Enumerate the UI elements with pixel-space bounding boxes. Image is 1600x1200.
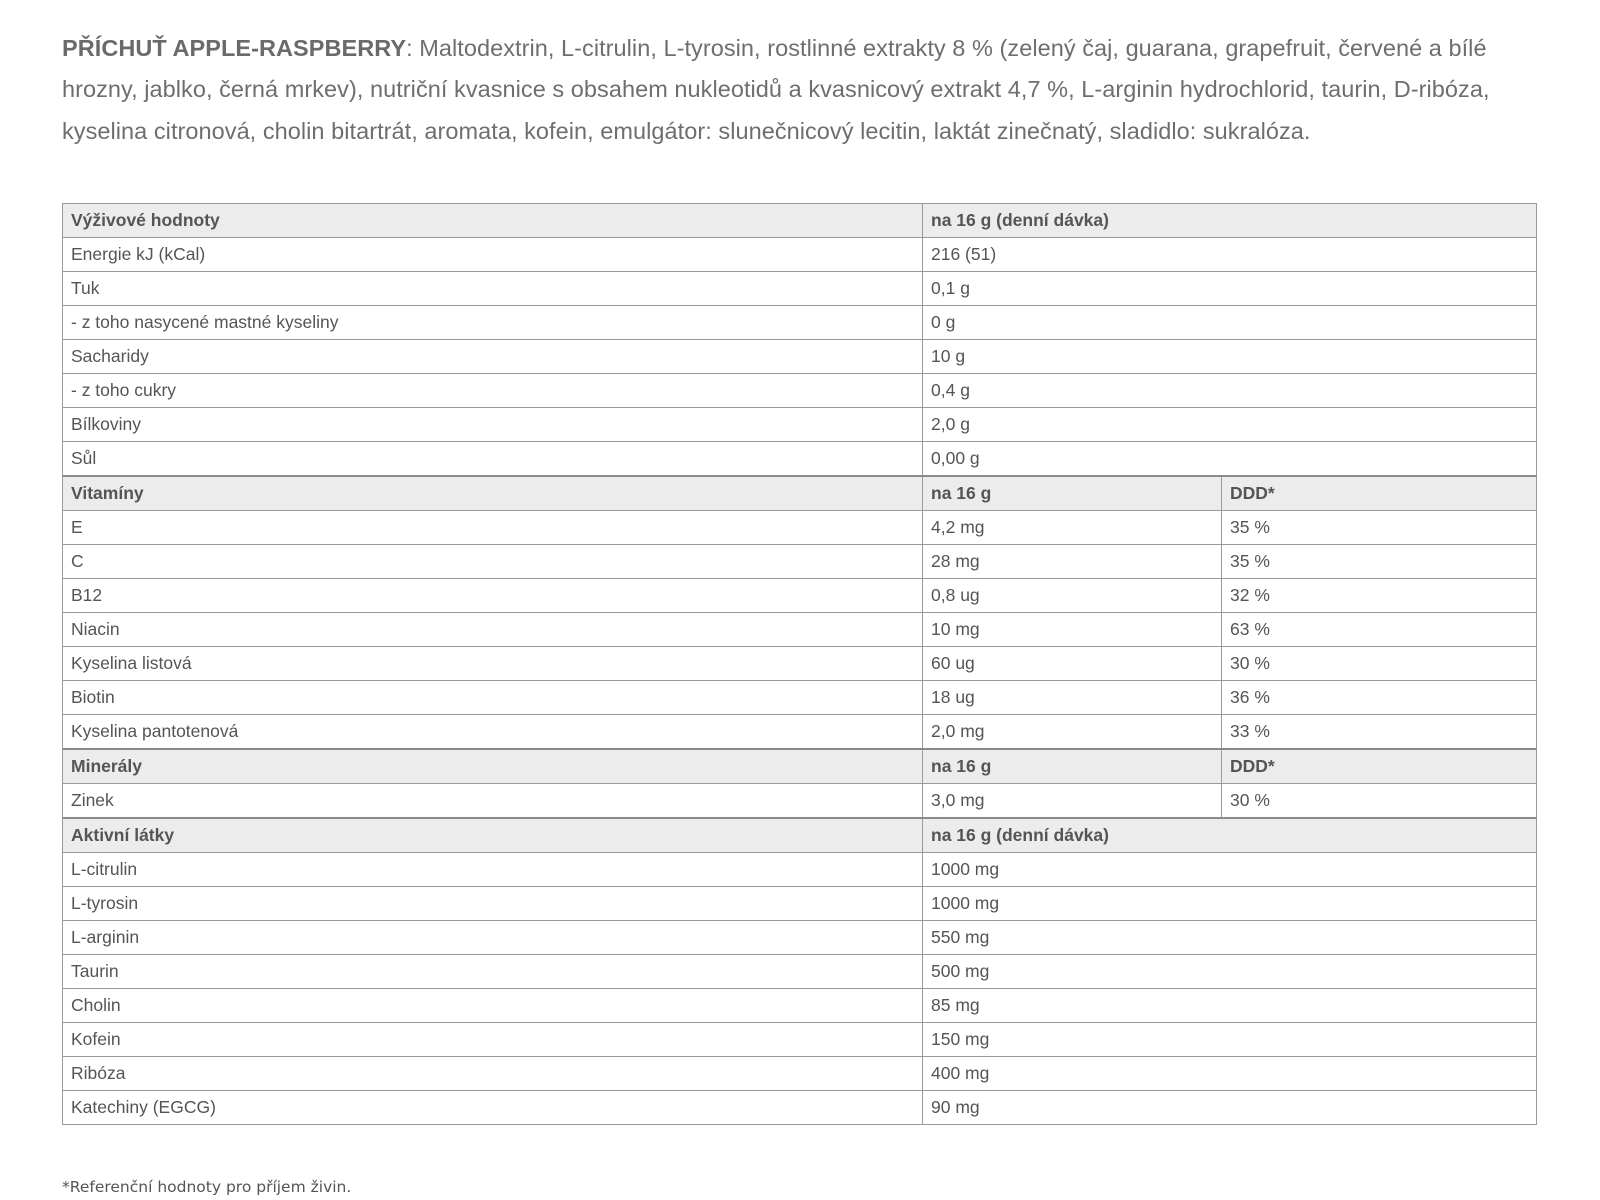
table-cell: 150 mg (923, 1023, 1537, 1057)
nutrition-header-row (63, 204, 1537, 238)
table-cell: 0 g (923, 306, 1537, 340)
vitamins-header-cell: na 16 g (923, 476, 1222, 511)
table-row (63, 374, 1537, 408)
table-cell: Biotin (63, 681, 923, 715)
table-row (63, 545, 1537, 579)
table-row (63, 442, 1537, 477)
table-cell: 2,0 g (923, 408, 1537, 442)
table-cell: Kyselina listová (63, 647, 923, 681)
table-cell: 216 (51) (923, 238, 1537, 272)
table-cell: 32 % (1222, 579, 1537, 613)
table-row (63, 511, 1537, 545)
table-cell: 18 ug (923, 681, 1222, 715)
table-row (63, 272, 1537, 306)
ingredients-text: : Maltodextrin, L-citrulin, L-tyrosin, rostlinné extrakty 8 % (zelený čaj, guarana, grapefruit, červené a bílé hrozny, jablko, černá mrkev), nutriční kvasnice s obsahem nukleotidů a kvasnicový extrakt 4,7 %, L-arginin hydrochlorid, taurin, D-ribóza, kyselina citronová, cholin bitartrát, aromata, kofein, emulgátor: slunečnicový lecitin, laktát zinečnatý, sladidlo: sukralóza. (62, 34, 1490, 144)
table-row (63, 238, 1537, 272)
table-cell: 1000 mg (923, 853, 1537, 887)
table-cell: Zinek (63, 784, 923, 819)
table-cell: Niacin (63, 613, 923, 647)
table-cell: - z toho cukry (63, 374, 923, 408)
table-cell: Katechiny (EGCG) (63, 1091, 923, 1125)
table-cell: 10 g (923, 340, 1537, 374)
table-cell: - z toho nasycené mastné kyseliny (63, 306, 923, 340)
table-cell: 500 mg (923, 955, 1537, 989)
table-cell: Bílkoviny (63, 408, 923, 442)
table-cell: 30 % (1222, 647, 1537, 681)
table-row (63, 1023, 1537, 1057)
table-cell: Taurin (63, 955, 923, 989)
table-row (63, 1057, 1537, 1091)
table-cell: 400 mg (923, 1057, 1537, 1091)
table-row (63, 408, 1537, 442)
table-cell: Tuk (63, 272, 923, 306)
table-row (63, 340, 1537, 374)
table-row (63, 306, 1537, 340)
table-cell: 0,00 g (923, 442, 1537, 477)
table-row (63, 921, 1537, 955)
table-row (63, 681, 1537, 715)
nutrition-table-body (63, 204, 1537, 1125)
table-row (63, 613, 1537, 647)
table-cell: 0,8 ug (923, 579, 1222, 613)
vitamins-header-cell: Vitamíny (63, 476, 923, 511)
table-cell: 33 % (1222, 715, 1537, 750)
table-cell: 0,1 g (923, 272, 1537, 306)
minerals-header-cell: Minerály (63, 749, 923, 784)
nutrition-header-cell: Výživové hodnoty (63, 204, 923, 238)
footnote: *Referenční hodnoty pro příjem živin. (62, 1178, 352, 1196)
table-cell: B12 (63, 579, 923, 613)
table-row (63, 955, 1537, 989)
table-cell: 2,0 mg (923, 715, 1222, 750)
table-cell: 30 % (1222, 784, 1537, 819)
table-cell: L-arginin (63, 921, 923, 955)
table-row (63, 715, 1537, 750)
table-cell: 3,0 mg (923, 784, 1222, 819)
table-cell: 35 % (1222, 545, 1537, 579)
nutrition-table (62, 203, 1537, 1125)
table-cell: Kyselina pantotenová (63, 715, 923, 750)
table-cell: 85 mg (923, 989, 1537, 1023)
table-cell: 1000 mg (923, 887, 1537, 921)
flavor-label: PŘÍCHUŤ APPLE-RASPBERRY (62, 34, 407, 61)
table-row (63, 1091, 1537, 1125)
table-row (63, 579, 1537, 613)
nutrition-header-cell: na 16 g (denní dávka) (923, 204, 1537, 238)
vitamins-header-cell: DDD* (1222, 476, 1537, 511)
minerals-header-cell: DDD* (1222, 749, 1537, 784)
actives-header-cell: Aktivní látky (63, 818, 923, 853)
table-cell: E (63, 511, 923, 545)
table-cell: 90 mg (923, 1091, 1537, 1125)
table-row (63, 887, 1537, 921)
minerals-header-cell: na 16 g (923, 749, 1222, 784)
table-row (63, 853, 1537, 887)
table-row (63, 647, 1537, 681)
table-cell: 4,2 mg (923, 511, 1222, 545)
actives-header-row (63, 818, 1537, 853)
table-row (63, 784, 1537, 819)
actives-header-cell: na 16 g (denní dávka) (923, 818, 1537, 853)
minerals-header-row (63, 749, 1537, 784)
vitamins-header-row (63, 476, 1537, 511)
table-cell: 28 mg (923, 545, 1222, 579)
table-cell: Sacharidy (63, 340, 923, 374)
table-cell: 550 mg (923, 921, 1537, 955)
table-cell: L-citrulin (63, 853, 923, 887)
table-cell: 63 % (1222, 613, 1537, 647)
table-cell: 0,4 g (923, 374, 1537, 408)
table-row (63, 989, 1537, 1023)
table-cell: Cholin (63, 989, 923, 1023)
table-cell: Kofein (63, 1023, 923, 1057)
table-cell: Ribóza (63, 1057, 923, 1091)
table-cell: L-tyrosin (63, 887, 923, 921)
table-cell: 60 ug (923, 647, 1222, 681)
table-cell: 36 % (1222, 681, 1537, 715)
table-cell: Sůl (63, 442, 923, 477)
ingredients-paragraph (62, 28, 1542, 153)
table-cell: 10 mg (923, 613, 1222, 647)
table-cell: 35 % (1222, 511, 1537, 545)
table-cell: Energie kJ (kCal) (63, 238, 923, 272)
table-cell: C (63, 545, 923, 579)
